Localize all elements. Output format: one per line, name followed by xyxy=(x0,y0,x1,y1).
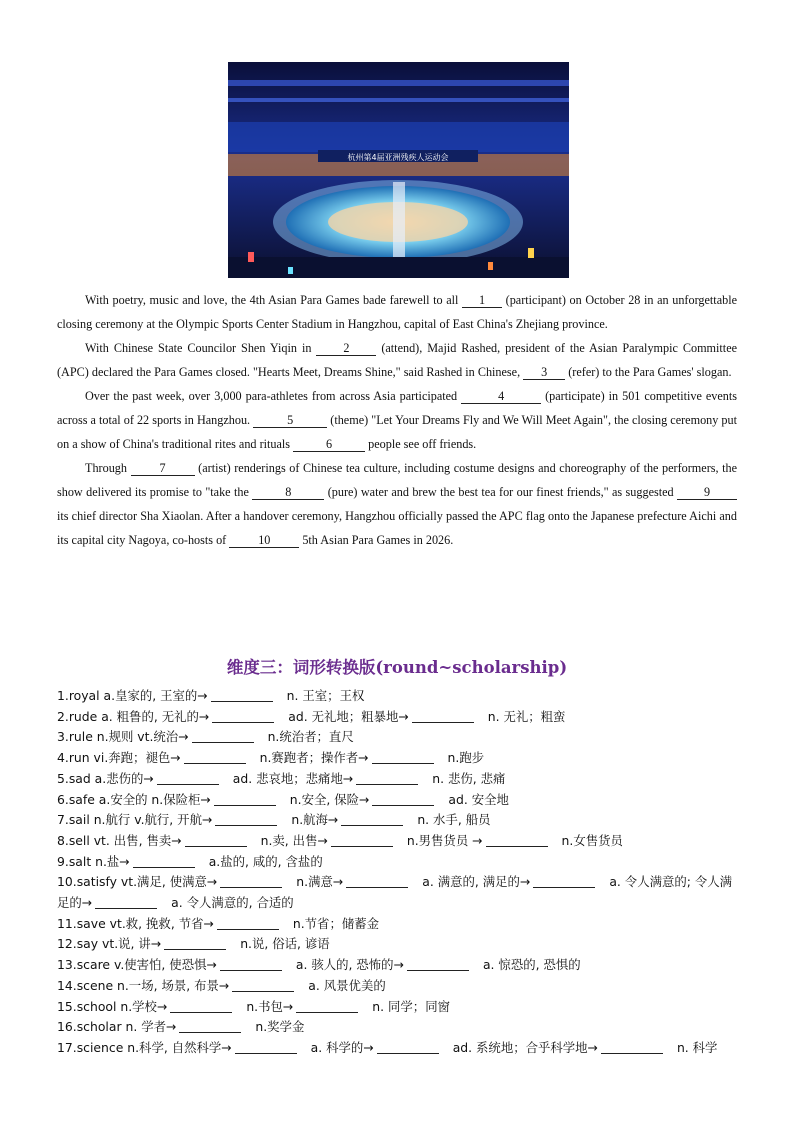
vocab-text: a. 骇人的, 恐怖的→ xyxy=(295,957,404,973)
answer-blank[interactable] xyxy=(133,855,195,868)
vocab-item xyxy=(57,831,741,852)
text: (refer) to the Para Games' slogan. xyxy=(568,365,732,379)
vocab-text: 8.sell vt. 出售, 售卖→ xyxy=(57,832,182,848)
answer-blank[interactable] xyxy=(232,979,294,992)
answer-blank[interactable] xyxy=(184,751,246,764)
answer-blank[interactable] xyxy=(164,937,226,950)
answer-blank[interactable] xyxy=(377,1041,439,1054)
vocab-text: 16.scholar n. 学者→ xyxy=(57,1019,177,1035)
answer-blank[interactable] xyxy=(341,813,403,826)
vocab-text: n.赛跑者；操作者→ xyxy=(259,750,369,766)
answer-blank[interactable] xyxy=(356,772,418,785)
text: (participate) in 501 competitive events across a total of 22 sports in Hangzhou. xyxy=(57,389,738,427)
answer-blank[interactable] xyxy=(214,793,276,806)
text: With Chinese State Councilor Shen Yiqin in xyxy=(85,341,312,355)
vocab-text: 15.school n.学校→ xyxy=(57,998,168,1014)
vocab-text: 7.sail n.航行 v.航行, 开航→ xyxy=(57,812,213,828)
vocab-text: n.航海→ xyxy=(291,812,339,828)
vocab-text: 10.satisfy vt.满足, 使满意→ xyxy=(57,874,218,890)
text: its chief director Sha Xiaolan. After a handover ceremony, Hangzhou officially passed the APC flag onto the Japanese prefecture Aichi and its capital city Nagoya, co-hosts of xyxy=(57,509,737,547)
vocab-text: n.卖, 出售→ xyxy=(260,832,328,848)
vocab-text: 14.scene n.一场, 场景, 布景→ xyxy=(57,977,230,993)
vocab-item xyxy=(57,727,741,748)
vocab-item xyxy=(57,955,741,976)
vocab-text: 5.sad a.悲伤的→ xyxy=(57,770,154,786)
stadium-photo xyxy=(228,62,569,278)
text: Through xyxy=(85,461,127,475)
vocab-text: 2.rude a. 粗鲁的, 无礼的→ xyxy=(57,708,210,724)
answer-blank[interactable] xyxy=(486,834,548,847)
vocab-text: 9.salt n.盐→ xyxy=(57,853,130,869)
vocab-text: 4.run vi.奔跑；褪色→ xyxy=(57,750,181,766)
blank-6[interactable]: 6 xyxy=(293,437,365,452)
vocab-text: ad. 安全地 xyxy=(448,791,509,807)
vocab-text: n. 同学；同窗 xyxy=(372,998,450,1014)
answer-blank[interactable] xyxy=(220,875,282,888)
blank-3[interactable]: 3 xyxy=(523,365,565,380)
text: (attend), Majid Rashed, president of the Asian Paralympic Committee (APC) declared the Para Games closed. "Hearts Meet, Dreams Shine," said Rashed in Chinese, xyxy=(57,341,738,379)
vocab-text: n.书包→ xyxy=(246,998,294,1014)
blank-1[interactable]: 1 xyxy=(462,293,502,308)
vocab-text: n.男售货员 → xyxy=(406,832,483,848)
text: on October 28 in an unforgettable closing ceremony at the Olympic Sports Center Stadium in Hangzhou, capital of East China's Zhejiang province. xyxy=(57,293,737,331)
vocab-item xyxy=(57,1017,741,1038)
hint: (participant) xyxy=(505,293,566,307)
vocab-text: 1.royal a.皇家的, 王室的→ xyxy=(57,688,208,703)
vocab-text: ad. 无礼地；粗暴地→ xyxy=(288,708,409,724)
answer-blank[interactable] xyxy=(533,875,595,888)
vocab-text: n. 无礼；粗蛮 xyxy=(487,708,566,724)
text: With poetry, music and love, the 4th Asian Para Games bade farewell to all xyxy=(85,293,459,307)
paragraph-2 xyxy=(57,336,737,384)
vocab-text: a. 令人满意的, 合适的 xyxy=(171,895,294,911)
vocab-text: 11.save vt.救, 挽救, 节省→ xyxy=(57,915,214,931)
vocab-list xyxy=(57,686,741,1059)
vocab-text: ad. 悲哀地；悲痛地→ xyxy=(232,770,354,786)
answer-blank[interactable] xyxy=(372,751,434,764)
vocab-text: a. 惊恐的, 恐惧的 xyxy=(482,957,581,973)
answer-blank[interactable] xyxy=(185,834,247,847)
paragraph-1 xyxy=(57,288,737,336)
vocab-text: a. 风景优美的 xyxy=(308,977,386,993)
vocab-text: 3.rule n.规则 vt.统治→ xyxy=(57,729,189,745)
vocab-text: n.安全, 保险→ xyxy=(289,791,370,807)
vocab-item xyxy=(57,810,741,831)
vocab-text: 12.say vt.说, 讲→ xyxy=(57,936,162,952)
vocab-item xyxy=(57,707,741,728)
vocab-text: 6.safe a.安全的 n.保险柜→ xyxy=(57,791,211,807)
vocab-text: n.奖学金 xyxy=(255,1019,305,1035)
blank-5[interactable]: 5 xyxy=(253,413,327,428)
section-heading: 维度三：词形转换版(round~scholarship) xyxy=(226,658,568,677)
vocab-text: n.跑步 xyxy=(447,750,485,766)
vocab-text: 13.scare v.使害怕, 使恐惧→ xyxy=(57,957,217,973)
vocab-text: n. 悲伤, 悲痛 xyxy=(432,770,506,786)
text: Over the past week, over 3,000 para-athletes from across Asia participated xyxy=(85,389,458,403)
vocab-text: n.节省；储蓄金 xyxy=(292,915,380,931)
answer-blank[interactable] xyxy=(157,772,219,785)
vocab-item xyxy=(57,852,741,873)
vocab-text: n. 水手, 船员 xyxy=(417,812,491,828)
vocab-item xyxy=(57,914,741,935)
answer-blank[interactable] xyxy=(95,896,157,909)
blank-2[interactable]: 2 xyxy=(316,341,376,356)
vocab-item xyxy=(57,686,741,707)
answer-blank[interactable] xyxy=(412,710,474,723)
text: 5th Asian Para Games in 2026. xyxy=(302,533,454,547)
vocab-text: a. 令人满意的; 令人满足的→ xyxy=(57,874,733,911)
paragraph-3 xyxy=(57,384,737,456)
answer-blank[interactable] xyxy=(346,875,408,888)
vocab-item xyxy=(57,769,741,790)
text: people see off friends. xyxy=(368,437,477,451)
vocab-item xyxy=(57,872,741,913)
answer-blank[interactable] xyxy=(235,1041,297,1054)
answer-blank[interactable] xyxy=(192,730,254,743)
vocab-item xyxy=(57,748,741,769)
vocab-text: n. 科学 xyxy=(676,1039,718,1055)
paragraph-4 xyxy=(57,456,737,552)
blank-8[interactable]: 8 xyxy=(252,485,324,500)
vocab-item xyxy=(57,1038,741,1059)
answer-blank[interactable] xyxy=(407,958,469,971)
reading-passage xyxy=(57,288,737,552)
answer-blank[interactable] xyxy=(211,689,273,702)
answer-blank[interactable] xyxy=(170,1000,232,1013)
vocab-text: n.说, 俗话, 谚语 xyxy=(240,936,330,952)
vocab-item xyxy=(57,934,741,955)
blank-7[interactable]: 7 xyxy=(131,461,195,476)
blank-9[interactable]: 9 xyxy=(677,485,737,500)
vocab-item xyxy=(57,790,741,811)
vocab-text: 17.science n.科学, 自然科学→ xyxy=(57,1039,232,1055)
answer-blank[interactable] xyxy=(296,1000,358,1013)
banner-text: 杭州第4届亚洲残疾人运动会 xyxy=(347,153,449,162)
answer-blank[interactable] xyxy=(331,834,393,847)
vocab-text: n.统治者；直尺 xyxy=(267,729,354,745)
vocab-text: a. 科学的→ xyxy=(310,1039,374,1055)
vocab-text: ad. 系统地；合乎科学地→ xyxy=(452,1039,598,1055)
answer-blank[interactable] xyxy=(179,1020,241,1033)
vocab-item xyxy=(57,976,741,997)
text: (artist) renderings of Chinese tea culture, including costume designs and choreography of the performers, the show delivered its promise to "take the xyxy=(57,461,738,499)
blank-4[interactable]: 4 xyxy=(461,389,541,404)
vocab-item xyxy=(57,997,741,1018)
answer-blank[interactable] xyxy=(372,793,434,806)
answer-blank[interactable] xyxy=(217,917,279,930)
answer-blank[interactable] xyxy=(212,710,274,723)
vocab-text: n. 王室；王权 xyxy=(286,688,365,703)
answer-blank[interactable] xyxy=(215,813,277,826)
text: (theme) "Let Your Dreams Fly and We Will Meet Again", the closing ceremony put on a show of China's traditional rites and rituals xyxy=(57,413,737,451)
vocab-text: a. 满意的, 满足的→ xyxy=(422,874,531,890)
vocab-text: n.满意→ xyxy=(296,874,344,890)
blank-10[interactable]: 10 xyxy=(229,533,299,548)
vocab-text: n.女售货员 xyxy=(561,832,623,848)
text: (pure) water and brew the best tea for our finest friends," as suggested xyxy=(327,485,674,499)
vocab-text: a.盐的, 咸的, 含盐的 xyxy=(208,853,323,869)
answer-blank[interactable] xyxy=(220,958,282,971)
answer-blank[interactable] xyxy=(601,1041,663,1054)
